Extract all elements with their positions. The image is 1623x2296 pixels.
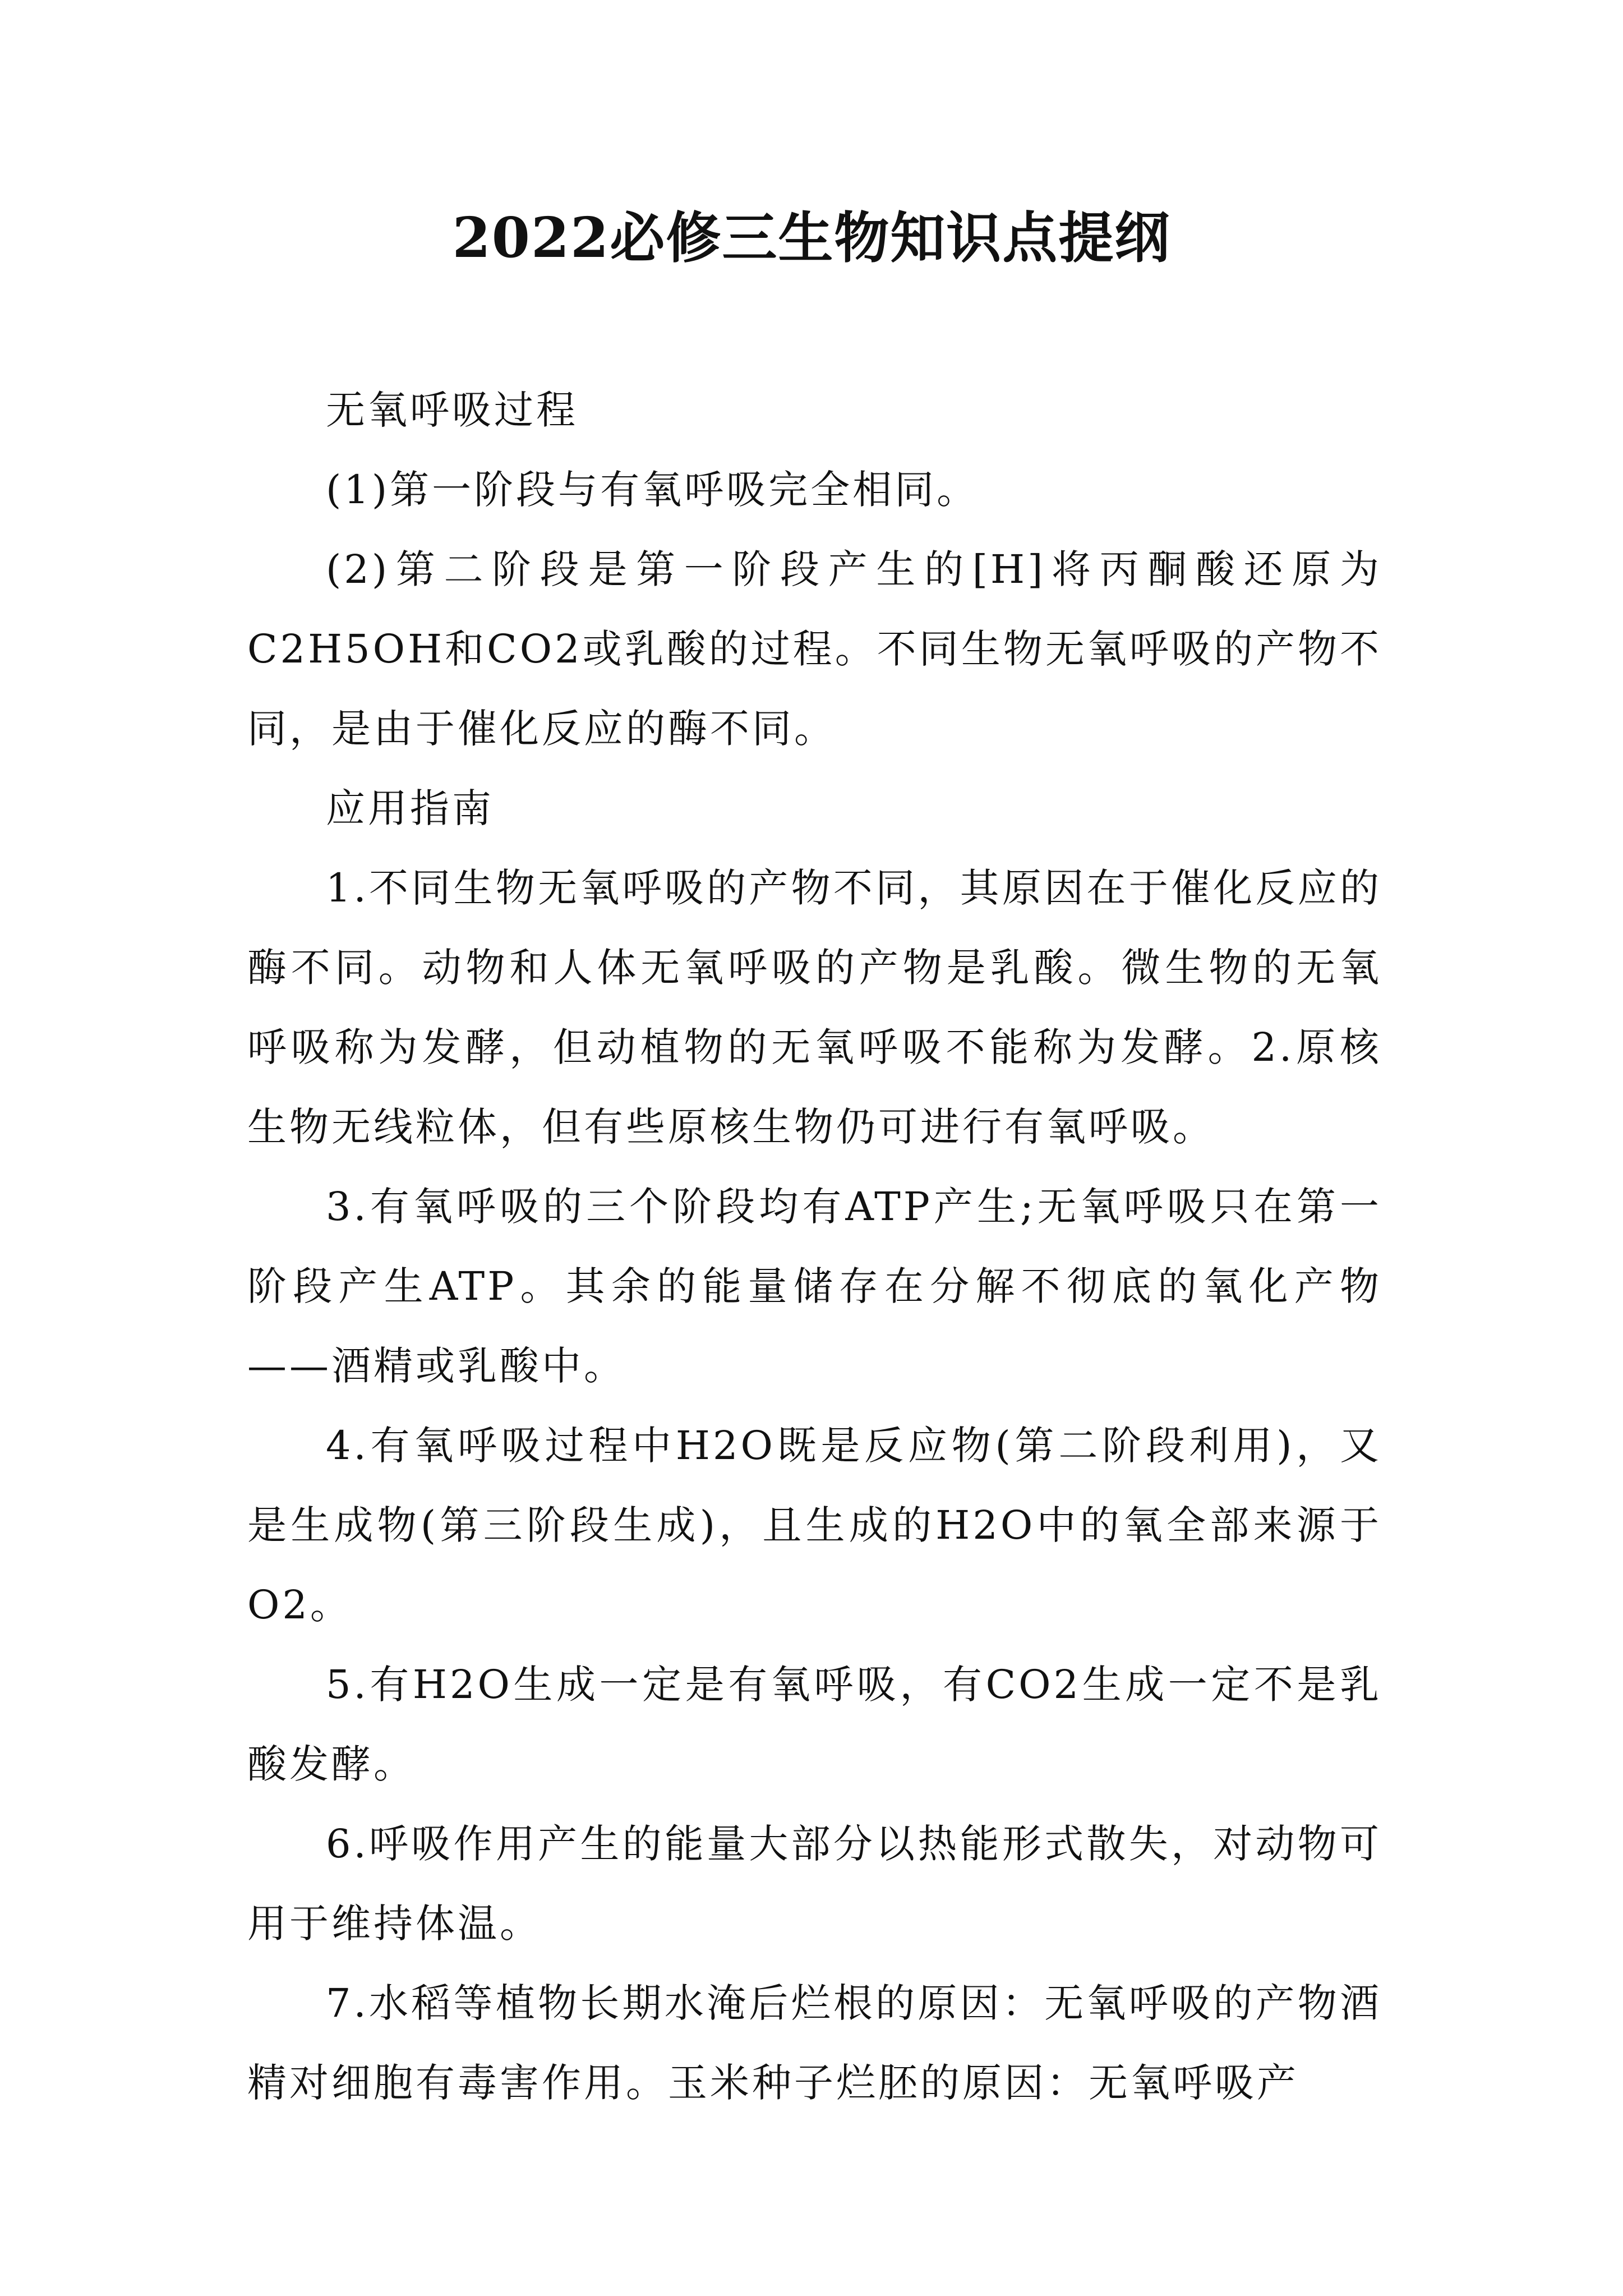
section-heading-guide: 应用指南: [326, 785, 494, 831]
section-heading-anaerobic: 无氧呼吸过程: [326, 387, 578, 433]
paragraph-point-7: 7.水稻等植物长期水淹后烂根的原因：无氧呼吸的产物酒精对细胞有毒害作用。玉米种子烂胚的原因：无氧呼吸产: [247, 1980, 1382, 2106]
paragraph-point-3: 3.有氧呼吸的三个阶段均有ATP产生;无氧呼吸只在第一阶段产生ATP。其余的能量储存在分解不彻底的氧化产物——酒精或乳酸中。: [247, 1184, 1382, 1389]
paragraph-point-6: 6.呼吸作用产生的能量大部分以热能形式散失，对动物可用于维持体温。: [247, 1821, 1382, 1947]
document-title: 2022必修三生物知识点提纲: [452, 206, 1171, 270]
paragraph-point-4: 4.有氧呼吸过程中H2O既是反应物(第二阶段利用)，又是生成物(第三阶段生成)，且生成的H2O中的氧全部来源于O2。: [247, 1423, 1382, 1628]
paragraph-stage-one: (1)第一阶段与有氧呼吸完全相同。: [326, 467, 979, 513]
paragraph-point-5: 5.有H2O生成一定是有氧呼吸，有CO2生成一定不是乳酸发酵。: [247, 1662, 1382, 1787]
document-body: [247, 370, 1382, 2123]
paragraph-point-1-2: 1.不同生物无氧呼吸的产物不同，其原因在于催化反应的酶不同。动物和人体无氧呼吸的产物是乳酸。微生物的无氧呼吸称为发酵，但动植物的无氧呼吸不能称为发酵。2.原核生物无线粒体，但有些原核生物仍可进行有氧呼吸。: [247, 865, 1382, 1150]
paragraph-stage-two: (2)第二阶段是第一阶段产生的[H]将丙酮酸还原为C2H5OH和CO2或乳酸的过程。不同生物无氧呼吸的产物不同，是由于催化反应的酶不同。: [247, 546, 1382, 752]
